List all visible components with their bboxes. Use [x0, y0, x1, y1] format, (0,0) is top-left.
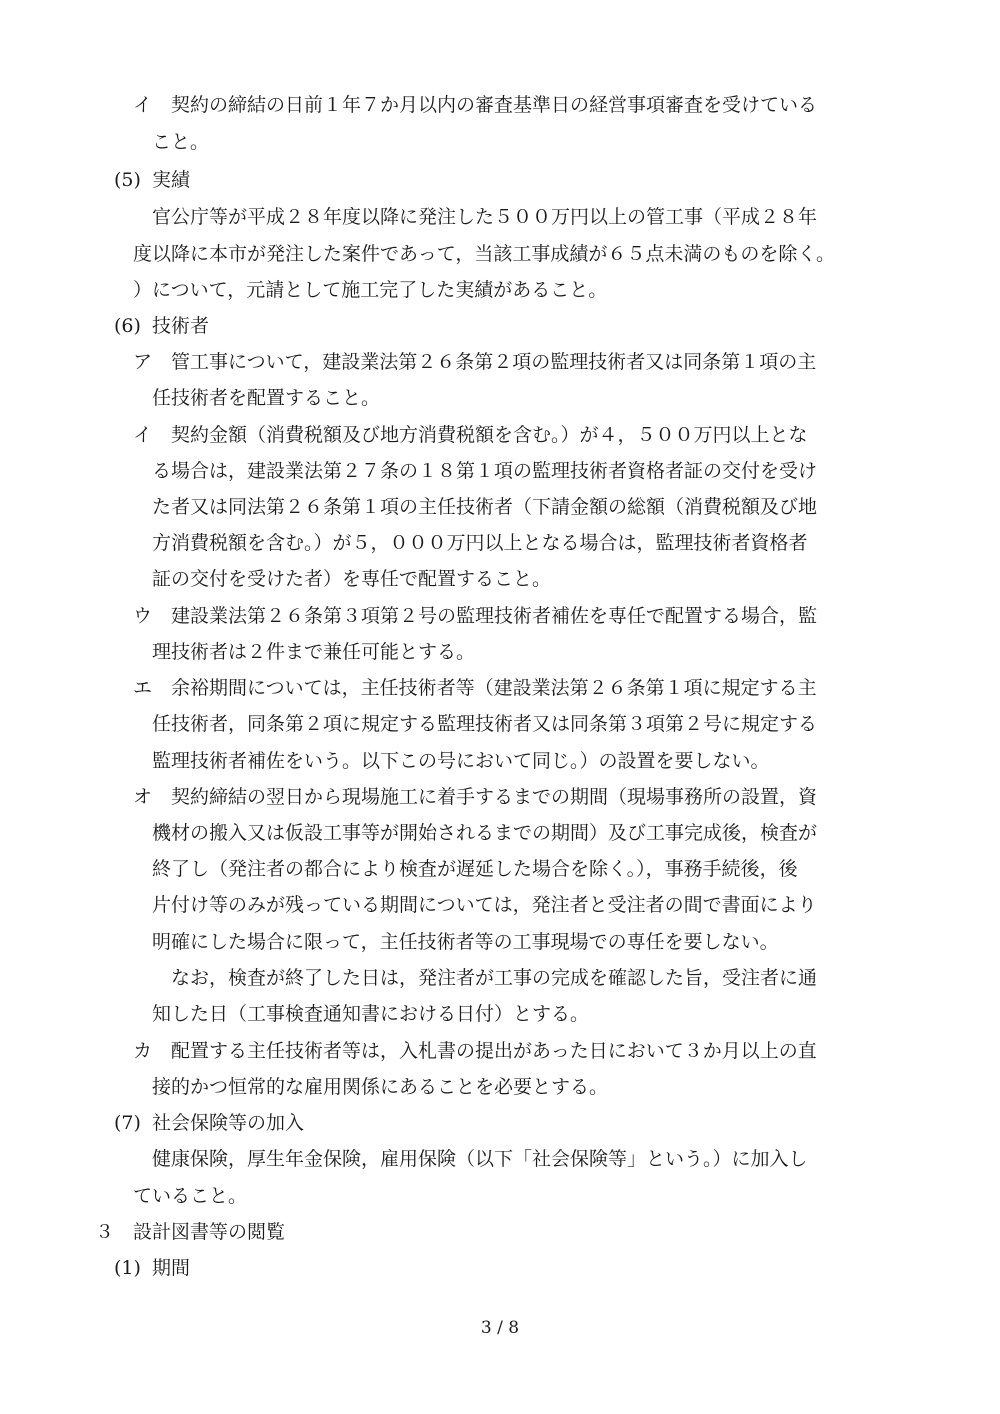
- text: 度以降に本市が発注した案件であって，当該工事成績が６５点未満のものを除く。: [133, 243, 836, 265]
- text: 任技術者，同条第２項に規定する監理技術者又は同条第３項第２号に規定する: [152, 713, 818, 735]
- heading-text: 期間: [152, 1257, 191, 1279]
- text: なお，検査が終了した日は，発注者が工事の完成を確認した旨，受注者に通: [171, 967, 818, 989]
- heading-text: 実績: [152, 169, 191, 191]
- text: 理技術者は２件まで兼任可能とする。: [152, 641, 476, 663]
- text: ア 管工事について，建設業法第２６条第２項の監理技術者又は同条第１項の主: [133, 351, 817, 373]
- text: オ 契約締結の翌日から現場施工に着手するまでの期間（現場事務所の設置，資: [133, 786, 818, 808]
- text: 健康保険，厚生年金保険，雇用保険（以下「社会保険等」という。）に加入し: [152, 1148, 808, 1170]
- text: カ 配置する主任技術者等は，入札書の提出があった日において３か月以上の直: [133, 1040, 817, 1062]
- heading-text: 技術者: [152, 315, 210, 337]
- text: ていること。: [133, 1185, 248, 1207]
- text: 終了し（発注者の都合により検査が遅延した場合を除く。），事務手続後，後: [152, 858, 798, 880]
- item-number: (7): [114, 1112, 141, 1134]
- item-number: (5): [114, 169, 141, 191]
- text: た者又は同法第２６条第１項の主任技術者（下請金額の総額（消費税額及び地: [152, 496, 818, 518]
- text: 接的かつ恒常的な雇用関係にあることを必要とする。: [152, 1076, 609, 1098]
- text: 機材の搬入又は仮設工事等が開始されるまでの期間）及び工事完成後，検査が: [152, 822, 818, 844]
- text: る場合は，建設業法第２７条の１８第１項の監理技術者資格者証の交付を受け: [152, 460, 818, 482]
- text: 官公庁等が平成２８年度以降に発注した５００万円以上の管工事（平成２８年: [152, 206, 818, 228]
- item-number: (6): [114, 315, 141, 337]
- text: ウ 建設業法第２６条第３項第２号の監理技術者補佐を専任で配置する場合，監: [133, 605, 818, 627]
- text: 任技術者を配置すること。: [152, 387, 381, 409]
- text: エ 余裕期間については，主任技術者等（建設業法第２６条第１項に規定する主: [133, 677, 817, 699]
- chapter-number: ３: [95, 1221, 115, 1243]
- text: イ 契約金額（消費税額及び地方消費税額を含む。）が４，５００万円以上とな: [133, 424, 808, 446]
- item-number: (1): [114, 1257, 141, 1279]
- text: こと。: [152, 131, 210, 153]
- heading-text: 社会保険等の加入: [152, 1112, 305, 1134]
- text: 明確にした場合に限って，主任技術者等の工事現場での専任を要しない。: [152, 931, 779, 953]
- text: 知した日（工事検査通知書における日付）とする。: [152, 1003, 590, 1025]
- text: 証の交付を受けた者）を専任で配置すること。: [152, 568, 552, 590]
- page-number: 3 / 8: [480, 1318, 520, 1338]
- heading-text: 設計図書等の閲覧: [133, 1221, 286, 1243]
- text: 監理技術者補佐をいう。以下この号において同じ。）の設置を要しない。: [152, 750, 770, 772]
- text: イ 契約の締結の日前１年７か月以内の審査基準日の経営事項審査を受けている: [133, 94, 818, 116]
- text: ）について，元請として施工完了した実績があること。: [133, 279, 608, 301]
- text: 片付け等のみが残っている期間については，発注者と受注者の間で書面により: [152, 894, 817, 916]
- text: 方消費税額を含む。）が５，０００万円以上となる場合は，監理技術者資格者: [152, 532, 808, 554]
